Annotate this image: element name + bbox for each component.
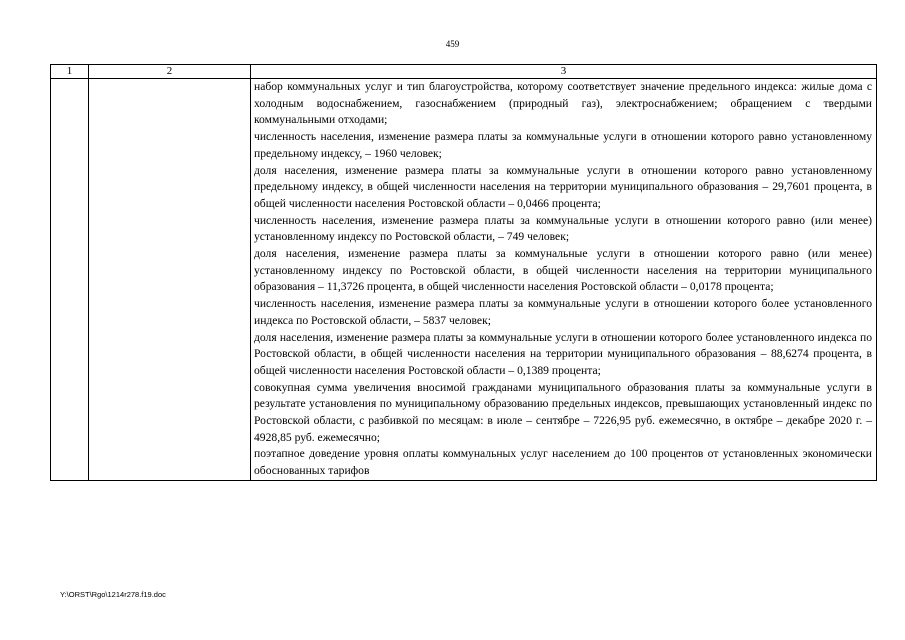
paragraph: доля населения, изменение размера платы за коммунальные услуги в отношении которого равно установленному предельному индексу, в общей численности населения на территории муниципального образования – 29,7601 процента, в общей численности населения Ростовской области – 0,0466 процента; — [254, 163, 872, 210]
table-cell-3 — [251, 79, 877, 481]
column-header-3: 3 — [251, 65, 877, 79]
table-cell-2 — [89, 79, 251, 481]
paragraph: численность населения, изменение размера платы за коммунальные услуги в отношении которого равно (или менее) установленному индексу по Ростовской области, – 749 человек; — [254, 213, 872, 244]
paragraph: доля населения, изменение размера платы за коммунальные услуги в отношении которого равно (или менее) установленному индексу по Ростовской области, в общей численности населения на территории муниципального образования – 11,3726 процента, в общей численности населения Ростовской области – 0,0178 процента; — [254, 247, 872, 294]
paragraph: доля населения, изменение размера платы за коммунальные услуги в отношении которого более установленного индекса по Ростовской области, в общей численности населения на территории муниципального образования – 88,6274 процента, в общей численности населения Ростовской области – 0,1389 процента; — [254, 330, 872, 377]
column-header-1: 1 — [51, 65, 89, 79]
column-header-2: 2 — [89, 65, 251, 79]
paragraph: поэтапное доведение уровня оплаты коммунальных услуг населением до 100 процентов от установленных экономически обоснованных тарифов — [254, 447, 872, 478]
data-table — [50, 64, 877, 481]
file-path-footer: Y:\ORST\Rgo\1214r278.f19.doc — [60, 590, 166, 599]
paragraph: численность населения, изменение размера платы за коммунальные услуги в отношении которого равно установленному предельному индексу, – 1960 человек; — [254, 130, 872, 160]
table-cell-1 — [51, 79, 89, 481]
paragraph: набор коммунальных услуг и тип благоустройства, которому соответствует значение предельного индекса: жилые дома с холодным водоснабжением, газоснабжением (природный газ), электроснабжением; обращением с твердыми коммунальными отходами; — [254, 80, 872, 127]
page-number: 459 — [445, 39, 460, 49]
table-row — [51, 79, 877, 481]
paragraph: численность населения, изменение размера платы за коммунальные услуги в отношении которого более установленного индекса по Ростовской области, – 5837 человек; — [254, 297, 872, 327]
cell-text — [251, 79, 876, 480]
paragraph: совокупная сумма увеличения вносимой гражданами муниципального образования платы за коммунальные услуги в результате установления по муниципальному образованию предельных индексов, превышающих установленный индекс по Ростовской области, с разбивкой по месяцам: в июле – сентябре – 7226,95 руб. ежемесячно, в октябре – декабре 2020 г. – 4928,85 руб. ежемесячно; — [254, 380, 872, 444]
table-header-row — [51, 65, 877, 79]
